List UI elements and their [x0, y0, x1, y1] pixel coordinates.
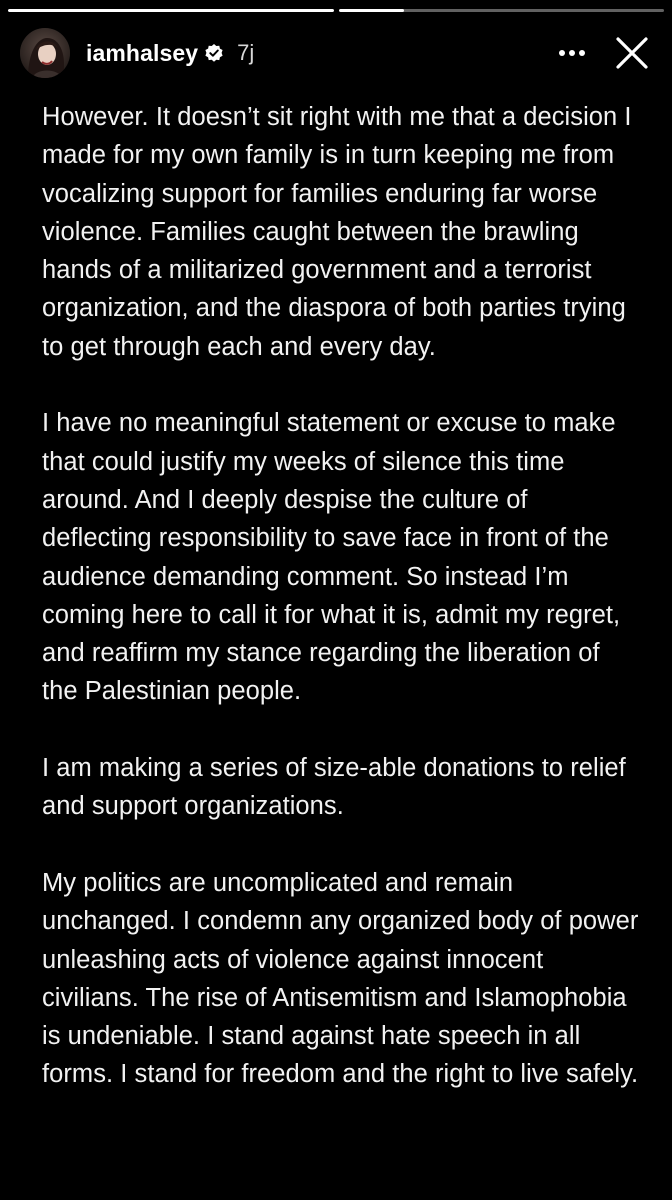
story-header [20, 28, 654, 78]
verified-badge-icon [204, 43, 224, 63]
avatar[interactable] [20, 28, 70, 78]
profile-avatar-icon [20, 28, 70, 78]
story-paragraph: I have no meaningful statement or excuse to make that could justify my weeks of silence this time around. And I deeply despise the culture of deflecting responsibility to save face in front of the audience demanding comment. So instead I’m coming here to call it for what it is, admit my regret, and reaffirm my stance regarding the liberation of the Palestinian people. [42, 409, 621, 706]
close-icon [615, 36, 649, 70]
more-options-button[interactable] [550, 31, 594, 75]
progress-fill [8, 9, 334, 12]
story-paragraph: However. It doesn’t sit right with me that a decision I made for my own family is in turn keeping me from vocalizing support for families enduring far worse violence. Families caught between the brawling hands of a militarized government and a terrorist organization, and the diaspora of both parties trying to get through each and every day. [42, 103, 632, 361]
progress-segment [339, 9, 665, 12]
story-progress-bar [8, 9, 664, 12]
story-text-content [42, 98, 642, 1094]
progress-segment [8, 9, 334, 12]
close-button[interactable] [610, 31, 654, 75]
progress-fill [339, 9, 404, 12]
more-options-icon [558, 49, 586, 57]
story-paragraph: I am making a series of size-able donations to relief and support organizations. [42, 754, 626, 821]
username[interactable]: iamhalsey [86, 39, 199, 66]
story-paragraph: My politics are uncomplicated and remain unchanged. I condemn any organized body of power unleashing acts of violence against innocent civilians. The rise of Antisemitism and Islamophobia is undeniable. I stand against hate speech in all forms. I stand for freedom and the right to live safely. [42, 868, 639, 1089]
timestamp: 7j [237, 40, 255, 65]
